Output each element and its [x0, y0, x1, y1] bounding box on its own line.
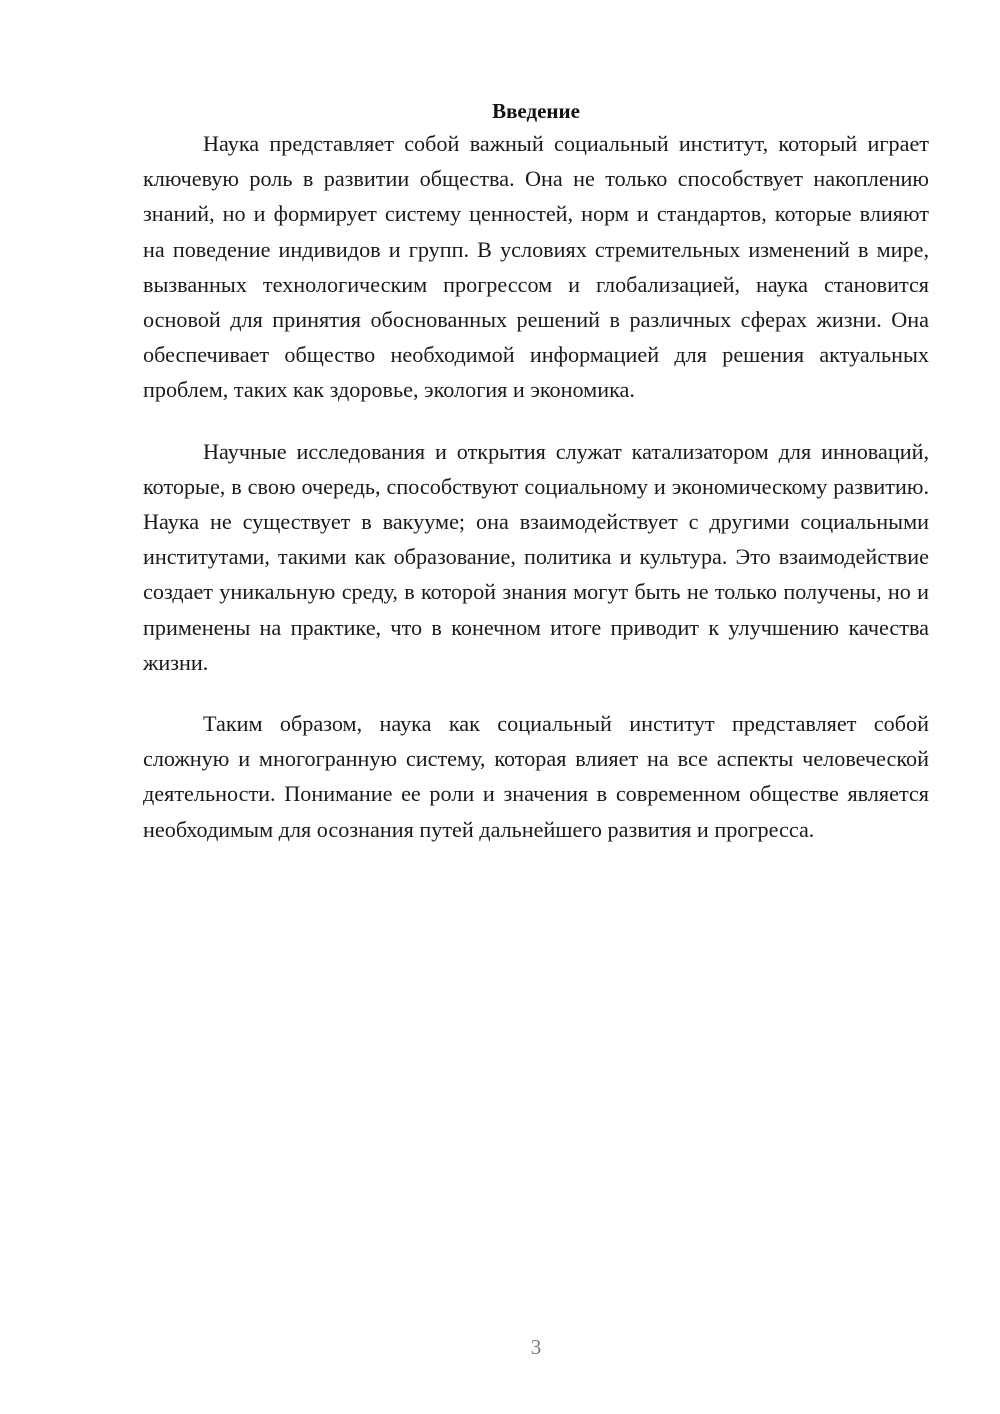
- paragraph-3: Таким образом, наука как социальный институт представляет собой сложную и многогранную систему, которая влияет на все аспекты человеческой деятельности. Понимание ее роли и значения в современном обществе является необходимым для осознания путей дальнейшего развития и прогресса.: [143, 711, 929, 842]
- page-number: 3: [530, 1335, 542, 1359]
- page-title: Введение: [492, 99, 580, 123]
- paragraph-2: Научные исследования и открытия служат катализатором для инноваций, которые, в свою очередь, способствуют социальному и экономическому развитию. Наука не существует в вакууме; она взаимодействует с другими социальными институтами, такими как образование, политика и культура. Это взаимодействие создает уникальную среду, в которой знания могут быть не только получены, но и применены на практике, что в конечном итоге приводит к улучшению качества жизни.: [143, 438, 929, 675]
- paragraph-1: Наука представляет собой важный социальный институт, который играет ключевую роль в развитии общества. Она не только способствует накоплению знаний, но и формирует систему ценностей, норм и стандартов, которые влияют на поведение индивидов и групп. В условиях стремительных изменений в мире, вызванных технологическим прогрессом и глобализацией, наука становится основой для принятия обоснованных решений в различных сферах жизни. Она обеспечивает общество необходимой информацией для решения актуальных проблем, таких как здоровье, экология и экономика.: [143, 131, 929, 403]
- page-content: [143, 96, 929, 847]
